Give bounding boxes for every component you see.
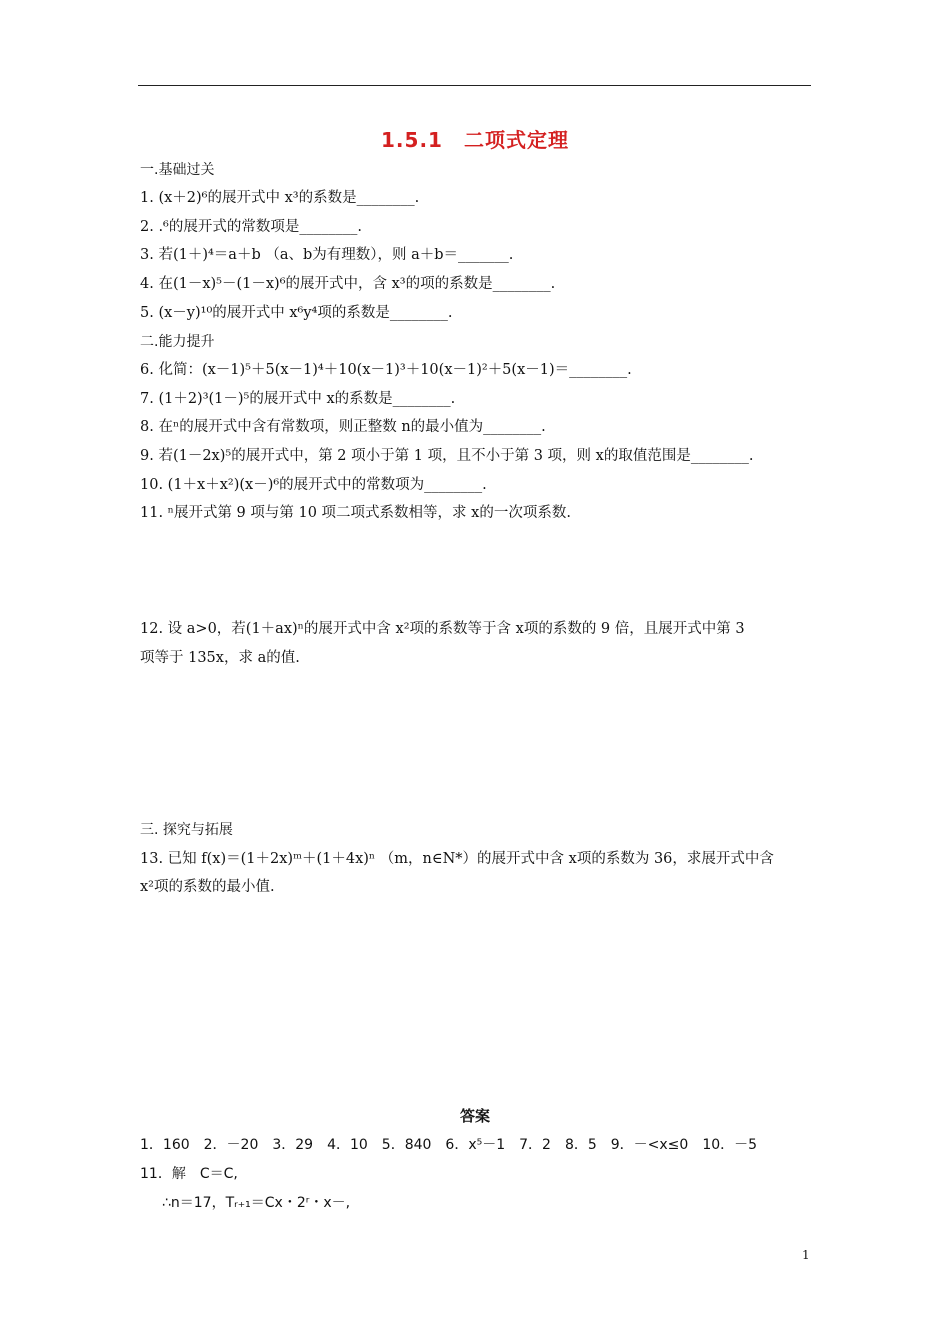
problem-4: 4. 在(1－x)⁵－(1－x)⁶的展开式中，含 x³的项的系数是________. [140, 276, 556, 292]
problem-13-line-1: 13. 已知 f(x)＝(1＋2x)ᵐ＋(1＋4x)ⁿ （m，n∈N*）的展开式中含 x项的系数为 36，求展开式中含 [140, 851, 774, 867]
page-title: 1.5.1 二项式定理 [381, 128, 569, 152]
problem-5: 5. (x－y)¹⁰的展开式中 x⁶y⁴项的系数是________. [140, 305, 453, 321]
answers-heading: 答案 [459, 1107, 490, 1125]
answers-line-3: ∴n＝17，Tᵣ₊₁＝Cx・2ʳ・x－, [162, 1195, 351, 1211]
page-number: 1 [802, 1248, 810, 1262]
problem-3: 3. 若(1＋)⁴＝a＋b （a、b为有理数），则 a＋b＝_______. [140, 247, 514, 263]
problem-10: 10. (1＋x＋x²)(x－)⁶的展开式中的常数项为________. [140, 477, 487, 493]
problem-8: 8. 在ⁿ的展开式中含有常数项，则正整数 n的最小值为________. [140, 419, 546, 435]
problem-7: 7. (1＋2)³(1－)⁵的展开式中 x的系数是________. [140, 391, 456, 407]
problem-13-line-2: x²项的系数的最小值. [140, 879, 275, 895]
section-heading-explore: 三. 探究与拓展 [140, 822, 233, 838]
problem-12-line-1: 12. 设 a>0，若(1＋ax)ⁿ的展开式中含 x²项的系数等于含 x项的系数的 9 倍，且展开式中第 3 [140, 621, 745, 637]
problem-2: 2. .⁶的展开式的常数项是________. [140, 219, 362, 235]
section-heading-basic: 一.基础过关 [140, 162, 215, 178]
problem-9: 9. 若(1－2x)⁵的展开式中，第 2 项小于第 1 项，且不小于第 3 项，则 x的取值范围是________. [140, 448, 754, 464]
answers-line-2: 11．解 C＝C, [140, 1166, 238, 1182]
problem-1: 1. (x＋2)⁶的展开式中 x³的系数是________. [140, 190, 420, 206]
section-heading-advanced: 二.能力提升 [140, 334, 215, 350]
answers-line-1: 1．160 2．－20 3．29 4．10 5．840 6．x⁵－1 7．2 8．5 9．－<x≤0 10．－5 [140, 1137, 758, 1153]
problem-12-line-2: 项等于 135x，求 a的值. [140, 650, 300, 666]
header-rule [138, 85, 811, 86]
problem-6: 6. 化简：(x－1)⁵＋5(x－1)⁴＋10(x－1)³＋10(x－1)²＋5(x－1)＝________. [140, 362, 632, 378]
problem-11: 11. ⁿ展开式第 9 项与第 10 项二项式系数相等，求 x的一次项系数. [140, 505, 571, 521]
